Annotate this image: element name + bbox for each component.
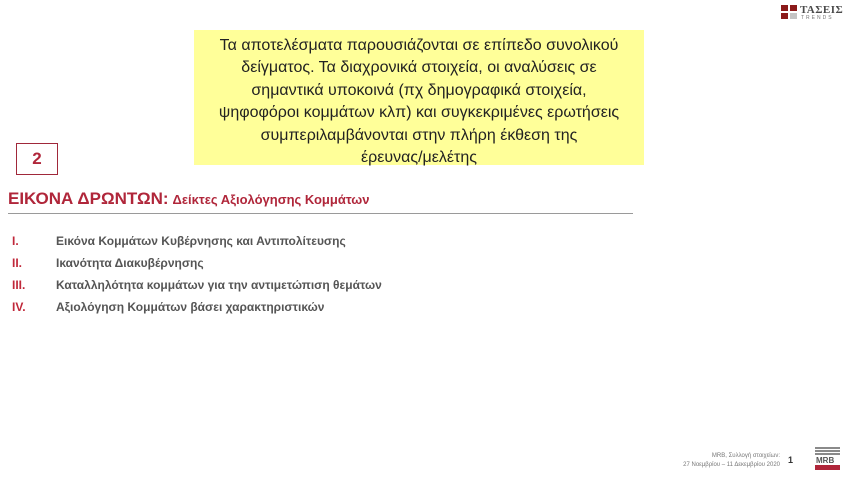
item-number: I. [12,234,19,248]
tasis-trends-logo [781,4,843,22]
item-label: Εικόνα Κομμάτων Κυβέρνησης και Αντιπολίτευσης [56,234,346,248]
footer-line: MRB, Συλλογή στοιχείων: [711,453,780,459]
section-number-box [16,143,58,175]
heading-main: ΕΙΚΟΝΑ ΔΡΩΝΤΩΝ: [8,189,169,208]
section-heading [8,189,369,209]
item-number: II. [12,256,23,270]
page-number: 1 [788,455,794,465]
item-number: III. [12,278,26,292]
logo-name: ΤΑΣΕΙΣ [800,4,844,16]
logo-red-band [815,465,840,470]
notice-line: δείγματος. Τα διαχρονικά στοιχεία, οι αναλύσεις σε [241,59,597,77]
notice-line: Τα αποτελέσματα παρουσιάζονται σε επίπεδο συνολικού [219,37,619,54]
logo-mark-icon [781,5,797,19]
notice-line: ψηφοφόροι κομμάτων κλπ) και συγκεκριμένες ερωτήσεις [218,104,620,122]
section-number: 2 [32,149,42,168]
item-label: Ικανότητα Διακυβέρνησης [56,256,204,270]
notice-line: έρευνας/μελέτης [361,149,477,167]
heading-divider [8,213,633,214]
item-label: Καταλληλότητα κομμάτων για την αντιμετώπιση θεμάτων [56,278,382,292]
footer-line: 27 Νοεμβρίου – 11 Δεκεμβρίου 2020 [683,462,780,468]
logo-tagline: TRENDS [801,15,834,21]
notice-line: σημαντικά υποκοινά (πχ δημογραφικά στοιχεία, [251,81,587,99]
notice-box [194,30,644,165]
mrb-logo [815,447,840,471]
item-number: IV. [12,300,26,314]
heading-sub: Δείκτες Αξιολόγησης Κομμάτων [172,192,370,207]
mrb-logo-text: MRB [816,456,835,465]
item-label: Αξιολόγηση Κομμάτων βάσει χαρακτηριστικών [56,300,325,314]
footer-source [683,452,780,470]
notice-line: συμπεριλαμβάνονται στην πλήρη έκθεση της [260,126,578,144]
